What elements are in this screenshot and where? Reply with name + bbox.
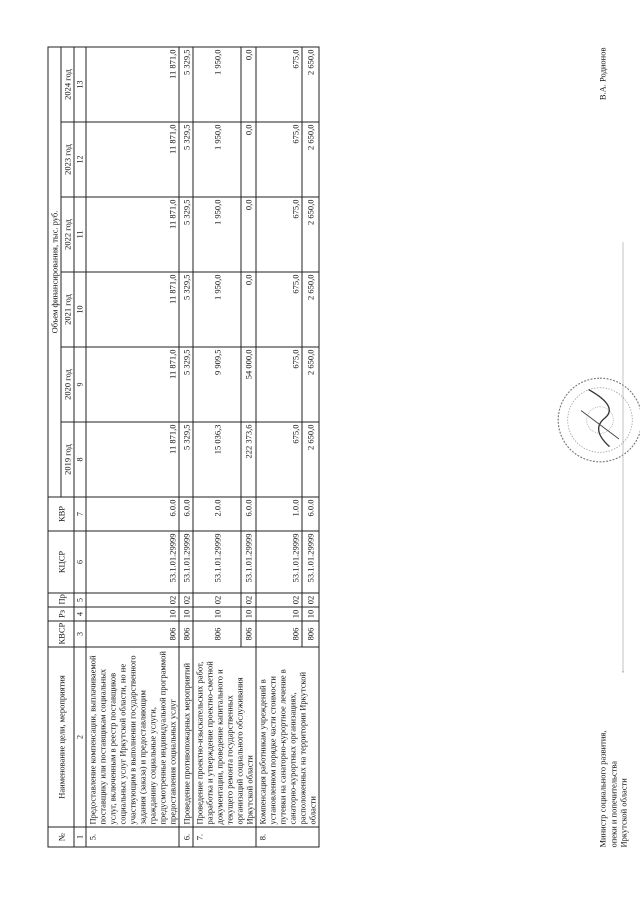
column-number: 1	[74, 827, 86, 847]
header-row-1	[48, 47, 61, 847]
row-value: 675,0	[256, 197, 301, 272]
position-line: опеки и попечительства	[608, 760, 619, 848]
row-value: 2 650,0	[302, 347, 320, 422]
row-value: 5 329,5	[179, 197, 193, 272]
row-value: 11 871,0	[86, 422, 179, 497]
table-row	[193, 47, 241, 847]
row-kvr: 2.0.0	[193, 497, 241, 531]
row-kcsr: 53.1.01.29999	[256, 531, 301, 593]
row-value: 5 329,5	[179, 47, 193, 122]
row-value: 675,0	[256, 422, 301, 497]
table-row	[86, 47, 179, 847]
row-pr: 02	[256, 593, 301, 607]
row-value: 2 650,0	[302, 197, 320, 272]
row-name: Проведение проектно-изыскательских работ, разработка и утверждение проектно-сметной документации, проведение капитального и текущего ремонта государственных организаций социального обслуживания Иркутской области	[193, 647, 256, 827]
row-pr: 02	[86, 593, 179, 607]
row-kvr: 6.0.0	[241, 497, 256, 531]
column-number: 9	[74, 347, 86, 422]
row-value: 9 909,5	[193, 347, 241, 422]
row-name: Предоставление компенсации, выплачиваемой поставщику или поставщикам социальных услуг, включенным в реестр поставщиков социальных услуг Иркутской области, но не участвующим в выполнении государственного задания (заказа) и предоставляющим гражданину социальные услуги, предусмотренные индивидуальной программой предоставления социальных услуг	[86, 647, 179, 827]
row-value: 675,0	[256, 47, 301, 122]
row-value: 0,0	[241, 47, 256, 122]
row-value: 11 871,0	[86, 197, 179, 272]
column-number: 10	[74, 272, 86, 347]
row-value: 2 650,0	[302, 272, 320, 347]
header-rz: Рз	[48, 607, 74, 621]
row-value: 1 950,0	[193, 122, 241, 197]
official-stamp-icon	[553, 373, 640, 468]
row-kvr: 1.0.0	[256, 497, 301, 531]
row-value: 5 329,5	[179, 272, 193, 347]
row-value: 675,0	[256, 347, 301, 422]
row-kcsr: 53.1.01.29999	[241, 531, 256, 593]
row-rz: 10	[302, 607, 320, 621]
row-value: 675,0	[256, 122, 301, 197]
column-number: 11	[74, 197, 86, 272]
row-value: 11 871,0	[86, 272, 179, 347]
position-line: Министр социального развития,	[597, 730, 608, 848]
header-kvsr: КВСР	[48, 621, 74, 647]
row-kvr: 6.0.0	[86, 497, 179, 531]
row-value: 2 650,0	[302, 422, 320, 497]
column-number: 3	[74, 621, 86, 647]
column-number: 5	[74, 593, 86, 607]
row-kvsr: 806	[86, 621, 179, 647]
signatory-position	[598, 731, 630, 848]
row-value: 0,0	[241, 197, 256, 272]
row-value: 222 373,6	[241, 422, 256, 497]
row-pr: 02	[193, 593, 241, 607]
row-kvsr: 806	[179, 621, 193, 647]
row-rz: 10	[256, 607, 301, 621]
header-year: 2023 год	[61, 122, 74, 197]
row-kvr: 6.0.0	[302, 497, 320, 531]
row-pr: 02	[302, 593, 320, 607]
column-number: 2	[74, 647, 86, 827]
row-value: 675,0	[256, 272, 301, 347]
column-number: 6	[74, 531, 86, 593]
row-number: 5.	[86, 827, 179, 847]
row-number: 7.	[193, 827, 256, 847]
header-kvr: КВР	[48, 497, 74, 531]
financing-table	[48, 47, 320, 848]
row-pr: 02	[241, 593, 256, 607]
row-value: 54 000,0	[241, 347, 256, 422]
row-pr: 02	[179, 593, 193, 607]
column-number: 13	[74, 47, 86, 122]
row-value: 1 950,0	[193, 47, 241, 122]
row-kcsr: 53.1.01.29999	[302, 531, 320, 593]
row-value: 5 329,5	[179, 422, 193, 497]
signatory-name: В.А. Родионов	[597, 47, 608, 101]
row-kcsr: 53.1.01.29999	[86, 531, 179, 593]
header-year: 2019 год	[61, 422, 74, 497]
header-year: 2021 год	[61, 272, 74, 347]
header-pr: Пр	[48, 593, 74, 607]
header-year: 2024 год	[61, 47, 74, 122]
position-line: Иркутской области	[618, 778, 629, 848]
header-no: №	[48, 827, 74, 847]
row-value: 2 650,0	[302, 47, 320, 122]
header-name: Наименование цели, мероприятия	[48, 647, 74, 827]
column-number-row	[74, 47, 86, 847]
row-kcsr: 53.1.01.29999	[179, 531, 193, 593]
row-value: 11 871,0	[86, 347, 179, 422]
row-number: 8.	[256, 827, 319, 847]
header-financing: Объем финансирования, тыс. руб.	[48, 47, 61, 497]
row-value: 0,0	[241, 272, 256, 347]
table-row	[256, 47, 301, 847]
row-value: 5 329,5	[179, 122, 193, 197]
table-row	[179, 47, 193, 847]
column-number: 8	[74, 422, 86, 497]
row-value: 0,0	[241, 122, 256, 197]
row-kcsr: 53.1.01.29999	[193, 531, 241, 593]
row-value: 1 950,0	[193, 197, 241, 272]
row-rz: 10	[193, 607, 241, 621]
row-value: 11 871,0	[86, 47, 179, 122]
row-kvsr: 806	[241, 621, 256, 647]
row-name: Компенсация работникам учреждений в установленном порядке части стоимости путевки на санаторно-курортное лечение в санаторно-курортных организациях, расположенных на территории Иркутской области	[256, 647, 319, 827]
row-rz: 10	[241, 607, 256, 621]
header-year: 2020 год	[61, 347, 74, 422]
row-value: 15 036,3	[193, 422, 241, 497]
row-value: 1 950,0	[193, 272, 241, 347]
row-kvr: 6.0.0	[179, 497, 193, 531]
row-rz: 10	[86, 607, 179, 621]
header-kcsr: КЦСР	[48, 531, 74, 593]
column-number: 12	[74, 122, 86, 197]
row-kvsr: 806	[193, 621, 241, 647]
row-rz: 10	[179, 607, 193, 621]
row-value: 5 329,5	[179, 347, 193, 422]
header-year: 2022 год	[61, 197, 74, 272]
row-number: 6.	[179, 827, 193, 847]
row-value: 11 871,0	[86, 122, 179, 197]
row-kvsr: 806	[256, 621, 301, 647]
rotated-content	[0, 8, 640, 898]
column-number: 4	[74, 607, 86, 621]
row-name: Проведение противопожарных мероприятий	[179, 647, 193, 827]
column-number: 7	[74, 497, 86, 531]
row-value: 2 650,0	[302, 122, 320, 197]
row-kvsr: 806	[302, 621, 320, 647]
